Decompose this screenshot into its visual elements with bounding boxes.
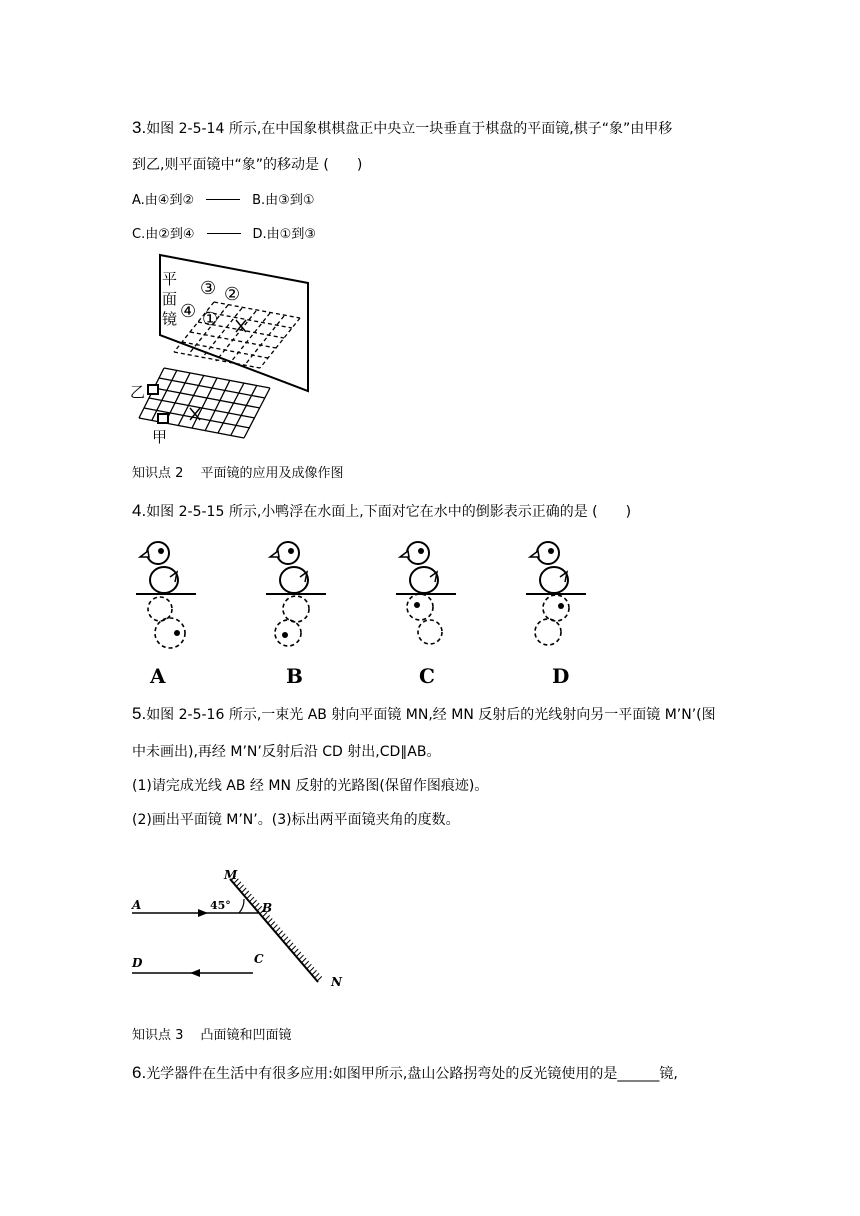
duck-a [136, 542, 196, 648]
chess-piece-jia [158, 414, 168, 423]
chessboard-mirror-figure [132, 250, 322, 450]
circled-2: ② [224, 284, 241, 305]
duck-label-c: C [419, 664, 435, 688]
q3-option-d: D.由①到③ [252, 227, 316, 242]
label-n: N [331, 975, 342, 989]
q5-line4: (2)画出平面镜 M’N’。(3)标出两平面镜夹角的度数。 [132, 812, 460, 828]
duck-label-d: D [552, 664, 570, 688]
q6-text: 光学器件在生活中有很多应用:如图甲所示,盘山公路拐弯处的反光镜使用的是______镜, [146, 1066, 678, 1082]
q5-line3: (1)请完成光线 AB 经 MN 反射的光路图(保留作图痕迹)。 [132, 778, 489, 794]
q4-number: 4. [132, 501, 147, 520]
q6-number: 6. [132, 1063, 147, 1082]
q3-blank [207, 233, 241, 234]
q5-line2: 中未画出),再经 M’N’反射后沿 CD 射出,CD∥AB。 [132, 744, 441, 760]
label-angle: 45° [210, 899, 231, 912]
q3-line2: 到乙,则平面镜中“象”的移动是 ( ) [132, 157, 363, 173]
q5-text-1: 如图 2-5-16 所示,一束光 AB 射向平面镜 MN,经 MN 反射后的光线射向另一平面镜 M’N’(图 [146, 707, 716, 723]
section-heading-2: 知识点 2 平面镜的应用及成像作图 [132, 466, 344, 481]
mirror-label-char-1: 平 [162, 270, 178, 288]
duck-b [266, 542, 326, 646]
mirror-label-char-2: 面 [162, 290, 178, 308]
label-jia: 甲 [152, 428, 168, 446]
q4-line [132, 501, 631, 522]
q6-line [132, 1063, 678, 1084]
label-b: B [262, 901, 273, 915]
duck-d [526, 542, 586, 645]
q3-option-row-2 [132, 225, 316, 245]
circled-4: ④ [180, 301, 197, 322]
q3-option-a: A.由④到② [132, 193, 195, 208]
q3-blank [206, 199, 240, 200]
label-yi: 乙 [130, 383, 146, 401]
reflection-figure [126, 866, 356, 988]
duck-figure [120, 535, 600, 660]
duck-label-a: A [150, 664, 166, 688]
q5-line1 [132, 704, 716, 725]
q3-text-1: 如图 2-5-14 所示,在中国象棋棋盘正中央立一块垂直于棋盘的平面镜,棋子“象”由甲移 [146, 121, 673, 137]
q4-text: 如图 2-5-15 所示,小鸭浮在水面上,下面对它在水中的倒影表示正确的是 ( ) [146, 504, 632, 520]
circled-1: ① [202, 309, 219, 330]
chess-piece-yi [148, 385, 158, 394]
circled-3: ③ [200, 278, 217, 299]
label-m: M [224, 868, 238, 882]
label-c: C [254, 952, 264, 966]
duck-c [396, 542, 456, 644]
q3-line1 [132, 118, 672, 139]
label-d: D [132, 956, 143, 970]
q3-number: 3. [132, 118, 147, 137]
q3-option-c: C.由②到④ [132, 227, 195, 242]
q3-option-row-1 [132, 191, 314, 211]
mirror-label-char-3: 镜 [162, 310, 178, 328]
section-heading-3: 知识点 3 凸面镜和凹面镜 [132, 1028, 292, 1043]
q5-number: 5. [132, 704, 147, 723]
label-a: A [132, 898, 142, 912]
duck-label-b: B [286, 664, 303, 688]
q3-option-b: B.由③到① [252, 193, 315, 208]
